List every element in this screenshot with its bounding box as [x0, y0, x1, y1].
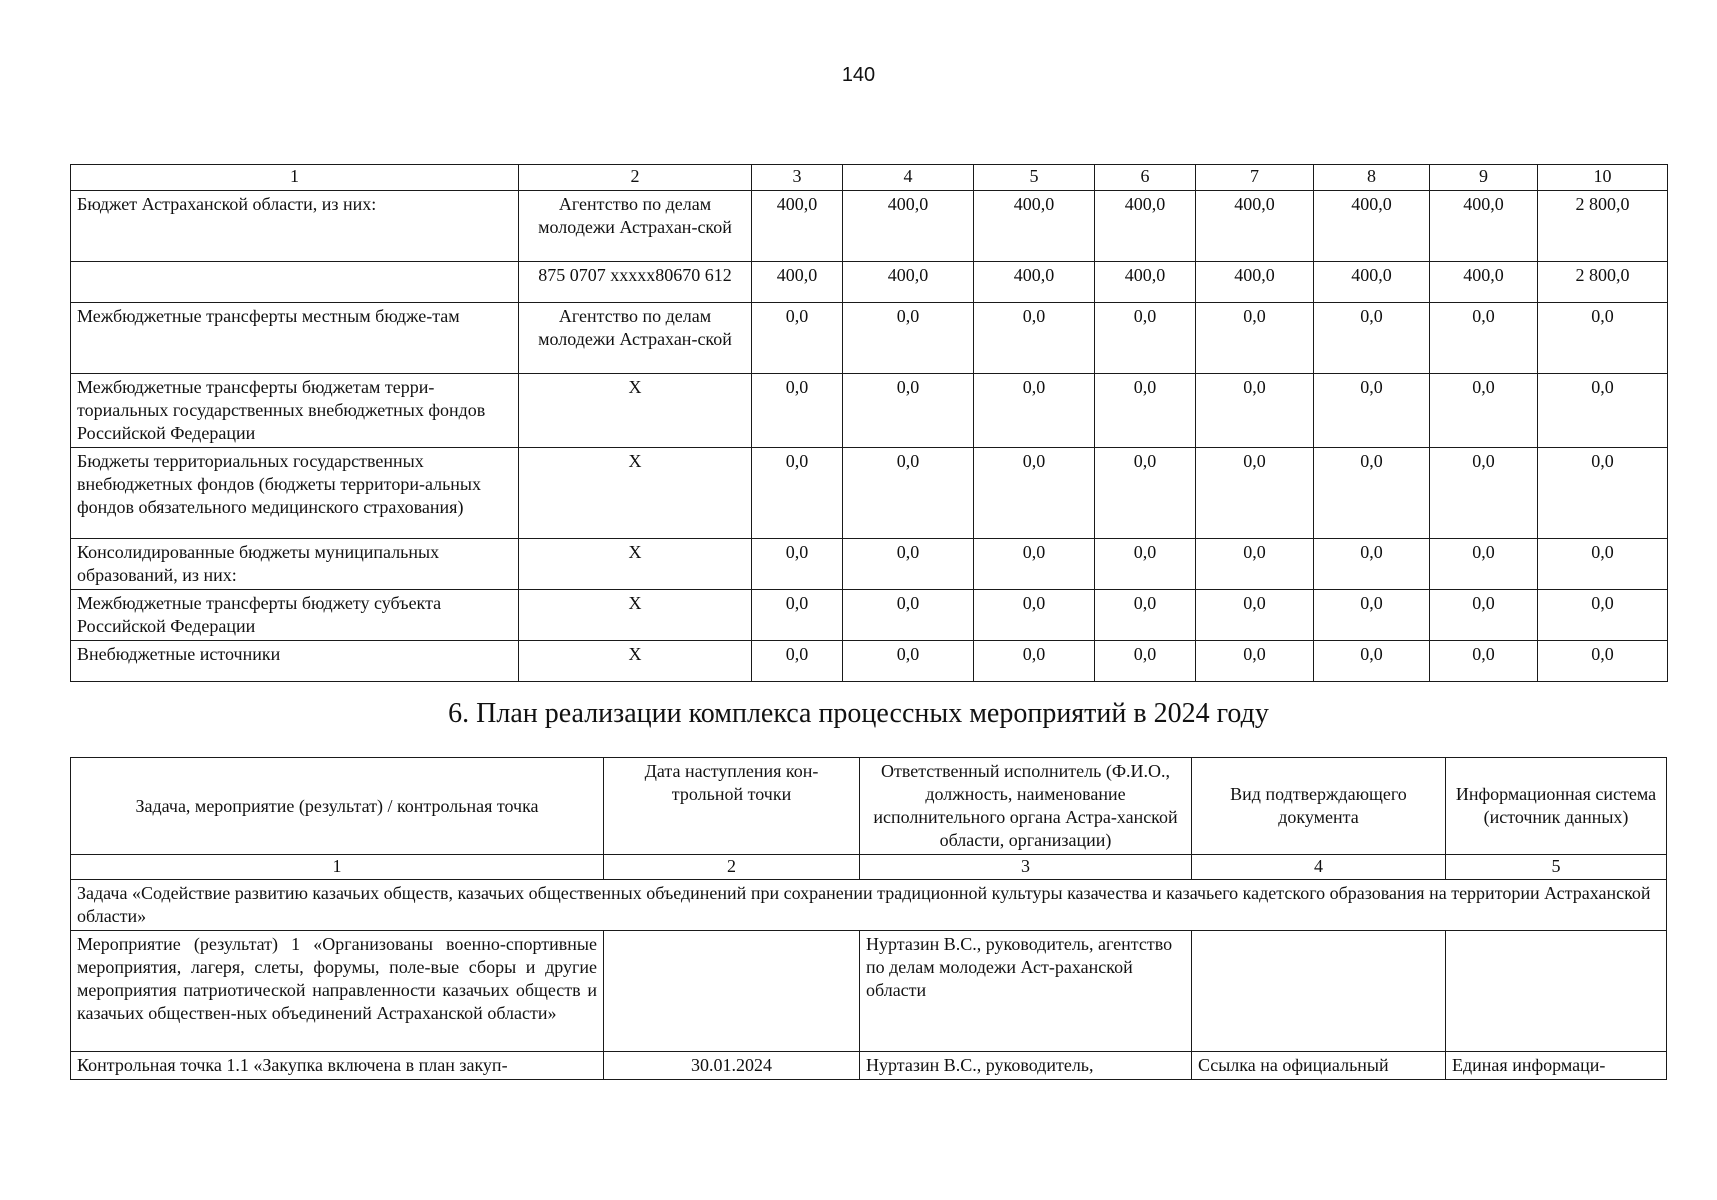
- checkpoint-document-cell: Ссылка на официальный: [1192, 1052, 1446, 1080]
- budget-label-cell: Бюджет Астраханской области, из них:: [71, 191, 519, 262]
- budget-value-cell: 0,0: [752, 448, 843, 539]
- budget-value-cell: 400,0: [843, 262, 974, 303]
- budget-value-cell: 0,0: [1430, 539, 1538, 590]
- budget-value-cell: 0,0: [1430, 374, 1538, 448]
- budget-admin-cell: X: [519, 374, 752, 448]
- activity-executor-cell: Нуртазин В.С., руководитель, агентство по делам молодежи Аст-раханской области: [860, 931, 1192, 1052]
- column-number-cell: 3: [752, 165, 843, 191]
- number-cell: 3: [860, 855, 1192, 880]
- budget-value-cell: 400,0: [752, 262, 843, 303]
- budget-value-cell: 400,0: [1196, 262, 1314, 303]
- budget-value-cell: 0,0: [1314, 641, 1430, 682]
- budget-value-cell: 0,0: [1538, 374, 1668, 448]
- plan-number-row: [71, 855, 1667, 880]
- header-document: Вид подтверждающего документа: [1192, 758, 1446, 855]
- budget-value-cell: 0,0: [752, 641, 843, 682]
- header-info-system: Информационная система (источник данных): [1446, 758, 1667, 855]
- budget-label-cell: Внебюджетные источники: [71, 641, 519, 682]
- budget-row: [71, 374, 1668, 448]
- budget-value-cell: 0,0: [1538, 641, 1668, 682]
- budget-admin-cell: Агентство по делам молодежи Астрахан-ской: [519, 303, 752, 374]
- header-task: Задача, мероприятие (результат) / контрольная точка: [71, 758, 604, 855]
- budget-admin-cell: Агентство по делам молодежи Астрахан-ской: [519, 191, 752, 262]
- budget-value-cell: 0,0: [1095, 641, 1196, 682]
- budget-header-row: [71, 165, 1668, 191]
- budget-value-cell: 0,0: [1095, 539, 1196, 590]
- budget-value-cell: 0,0: [752, 590, 843, 641]
- budget-value-cell: 0,0: [1538, 448, 1668, 539]
- budget-value-cell: 0,0: [1314, 448, 1430, 539]
- budget-row: [71, 191, 1668, 262]
- activity-date-cell: [604, 931, 860, 1052]
- budget-value-cell: 0,0: [974, 641, 1095, 682]
- checkpoint-executor-cell: Нуртазин В.С., руководитель,: [860, 1052, 1192, 1080]
- number-cell: 4: [1192, 855, 1446, 880]
- budget-value-cell: 0,0: [974, 590, 1095, 641]
- column-number-cell: 5: [974, 165, 1095, 191]
- budget-label-cell: Межбюджетные трансферты местным бюдже-там: [71, 303, 519, 374]
- budget-value-cell: 0,0: [843, 448, 974, 539]
- number-cell: 2: [604, 855, 860, 880]
- budget-value-cell: 0,0: [752, 539, 843, 590]
- column-number-cell: 4: [843, 165, 974, 191]
- budget-value-cell: 0,0: [974, 448, 1095, 539]
- budget-value-cell: 0,0: [1538, 590, 1668, 641]
- budget-value-cell: 0,0: [1314, 539, 1430, 590]
- budget-value-cell: 0,0: [843, 303, 974, 374]
- budget-label-cell: Консолидированные бюджеты муниципальных образований, из них:: [71, 539, 519, 590]
- budget-value-cell: 0,0: [1196, 303, 1314, 374]
- budget-value-cell: 0,0: [1430, 448, 1538, 539]
- budget-admin-cell: X: [519, 641, 752, 682]
- budget-value-cell: 0,0: [843, 590, 974, 641]
- budget-value-cell: 0,0: [1430, 641, 1538, 682]
- budget-value-cell: 0,0: [1095, 303, 1196, 374]
- budget-value-cell: 0,0: [974, 539, 1095, 590]
- column-number-cell: 10: [1538, 165, 1668, 191]
- budget-value-cell: 0,0: [1538, 303, 1668, 374]
- budget-value-cell: 0,0: [1196, 539, 1314, 590]
- header-executor: Ответственный исполнитель (Ф.И.О., должность, наименование исполнительного органа Астра-ханской области, организации): [860, 758, 1192, 855]
- budget-row: [71, 539, 1668, 590]
- budget-label-cell: [71, 262, 519, 303]
- budget-value-cell: 400,0: [1314, 191, 1430, 262]
- task-row: [71, 880, 1667, 931]
- section-title: 6. План реализации комплекса процессных мероприятий в 2024 году: [448, 698, 1269, 729]
- budget-admin-cell: X: [519, 590, 752, 641]
- activity-document-cell: [1192, 931, 1446, 1052]
- budget-table: [70, 164, 1668, 682]
- budget-admin-cell: X: [519, 448, 752, 539]
- budget-value-cell: 0,0: [1196, 590, 1314, 641]
- budget-value-cell: 0,0: [1538, 539, 1668, 590]
- column-number-cell: 8: [1314, 165, 1430, 191]
- budget-label-cell: Бюджеты территориальных государственных внебюджетных фондов (бюджеты территори-альных фондов обязательного медицинского страхования): [71, 448, 519, 539]
- budget-value-cell: 0,0: [974, 374, 1095, 448]
- budget-row: [71, 590, 1668, 641]
- task-cell: Задача «Содействие развитию казачьих обществ, казачьих общественных объединений при сохранении традиционной культуры казачества и казачьего кадетского образования на территории Астраханской области»: [71, 880, 1667, 931]
- number-cell: 1: [71, 855, 604, 880]
- budget-value-cell: 0,0: [1430, 303, 1538, 374]
- budget-value-cell: 400,0: [1196, 191, 1314, 262]
- budget-value-cell: 0,0: [1095, 448, 1196, 539]
- budget-row: [71, 448, 1668, 539]
- budget-value-cell: 400,0: [752, 191, 843, 262]
- budget-value-cell: 400,0: [1430, 262, 1538, 303]
- budget-value-cell: 0,0: [1430, 590, 1538, 641]
- budget-label-cell: Межбюджетные трансферты бюджетам терри-ториальных государственных внебюджетных фондов Российской Федерации: [71, 374, 519, 448]
- checkpoint-cell: Контрольная точка 1.1 «Закупка включена в план закуп-: [71, 1052, 604, 1080]
- budget-value-cell: 2 800,0: [1538, 262, 1668, 303]
- budget-value-cell: 0,0: [843, 374, 974, 448]
- column-number-cell: 2: [519, 165, 752, 191]
- budget-row: [71, 641, 1668, 682]
- plan-table: [70, 757, 1667, 1080]
- activity-cell: Мероприятие (результат) 1 «Организованы военно-спортивные мероприятия, лагеря, слеты, форумы, поле-вые сборы и другие мероприятия патриотической направленности казачьих обществ и казачьих обществен-ных объединений Астраханской области»: [71, 931, 604, 1052]
- budget-value-cell: 400,0: [974, 191, 1095, 262]
- activity-system-cell: [1446, 931, 1667, 1052]
- budget-value-cell: 0,0: [1314, 374, 1430, 448]
- column-number-cell: 6: [1095, 165, 1196, 191]
- budget-value-cell: 0,0: [843, 539, 974, 590]
- checkpoint-row: [71, 1052, 1667, 1080]
- budget-value-cell: 0,0: [1314, 590, 1430, 641]
- number-cell: 5: [1446, 855, 1667, 880]
- budget-value-cell: 400,0: [974, 262, 1095, 303]
- budget-value-cell: 0,0: [1095, 590, 1196, 641]
- budget-row: [71, 303, 1668, 374]
- column-number-cell: 9: [1430, 165, 1538, 191]
- budget-value-cell: 400,0: [1095, 262, 1196, 303]
- budget-value-cell: 0,0: [752, 303, 843, 374]
- budget-value-cell: 400,0: [843, 191, 974, 262]
- plan-header-row: [71, 758, 1667, 855]
- page-number: 140: [841, 64, 876, 86]
- budget-value-cell: 400,0: [1430, 191, 1538, 262]
- budget-value-cell: 400,0: [1314, 262, 1430, 303]
- budget-value-cell: 0,0: [1196, 641, 1314, 682]
- budget-value-cell: 0,0: [1095, 374, 1196, 448]
- budget-admin-cell: 875 0707 ххххх80670 612: [519, 262, 752, 303]
- budget-label-cell: Межбюджетные трансферты бюджету субъекта Российской Федерации: [71, 590, 519, 641]
- budget-row: [71, 262, 1668, 303]
- budget-value-cell: 0,0: [974, 303, 1095, 374]
- column-number-cell: 1: [71, 165, 519, 191]
- budget-value-cell: 0,0: [1314, 303, 1430, 374]
- budget-value-cell: 400,0: [1095, 191, 1196, 262]
- budget-value-cell: 0,0: [752, 374, 843, 448]
- checkpoint-system-cell: Единая информаци-: [1446, 1052, 1667, 1080]
- activity-row: [71, 931, 1667, 1052]
- budget-value-cell: 0,0: [843, 641, 974, 682]
- checkpoint-date-cell: 30.01.2024: [604, 1052, 860, 1080]
- column-number-cell: 7: [1196, 165, 1314, 191]
- budget-value-cell: 0,0: [1196, 448, 1314, 539]
- header-date: Дата наступления кон-трольной точки: [604, 758, 860, 855]
- budget-value-cell: 2 800,0: [1538, 191, 1668, 262]
- budget-admin-cell: X: [519, 539, 752, 590]
- budget-value-cell: 0,0: [1196, 374, 1314, 448]
